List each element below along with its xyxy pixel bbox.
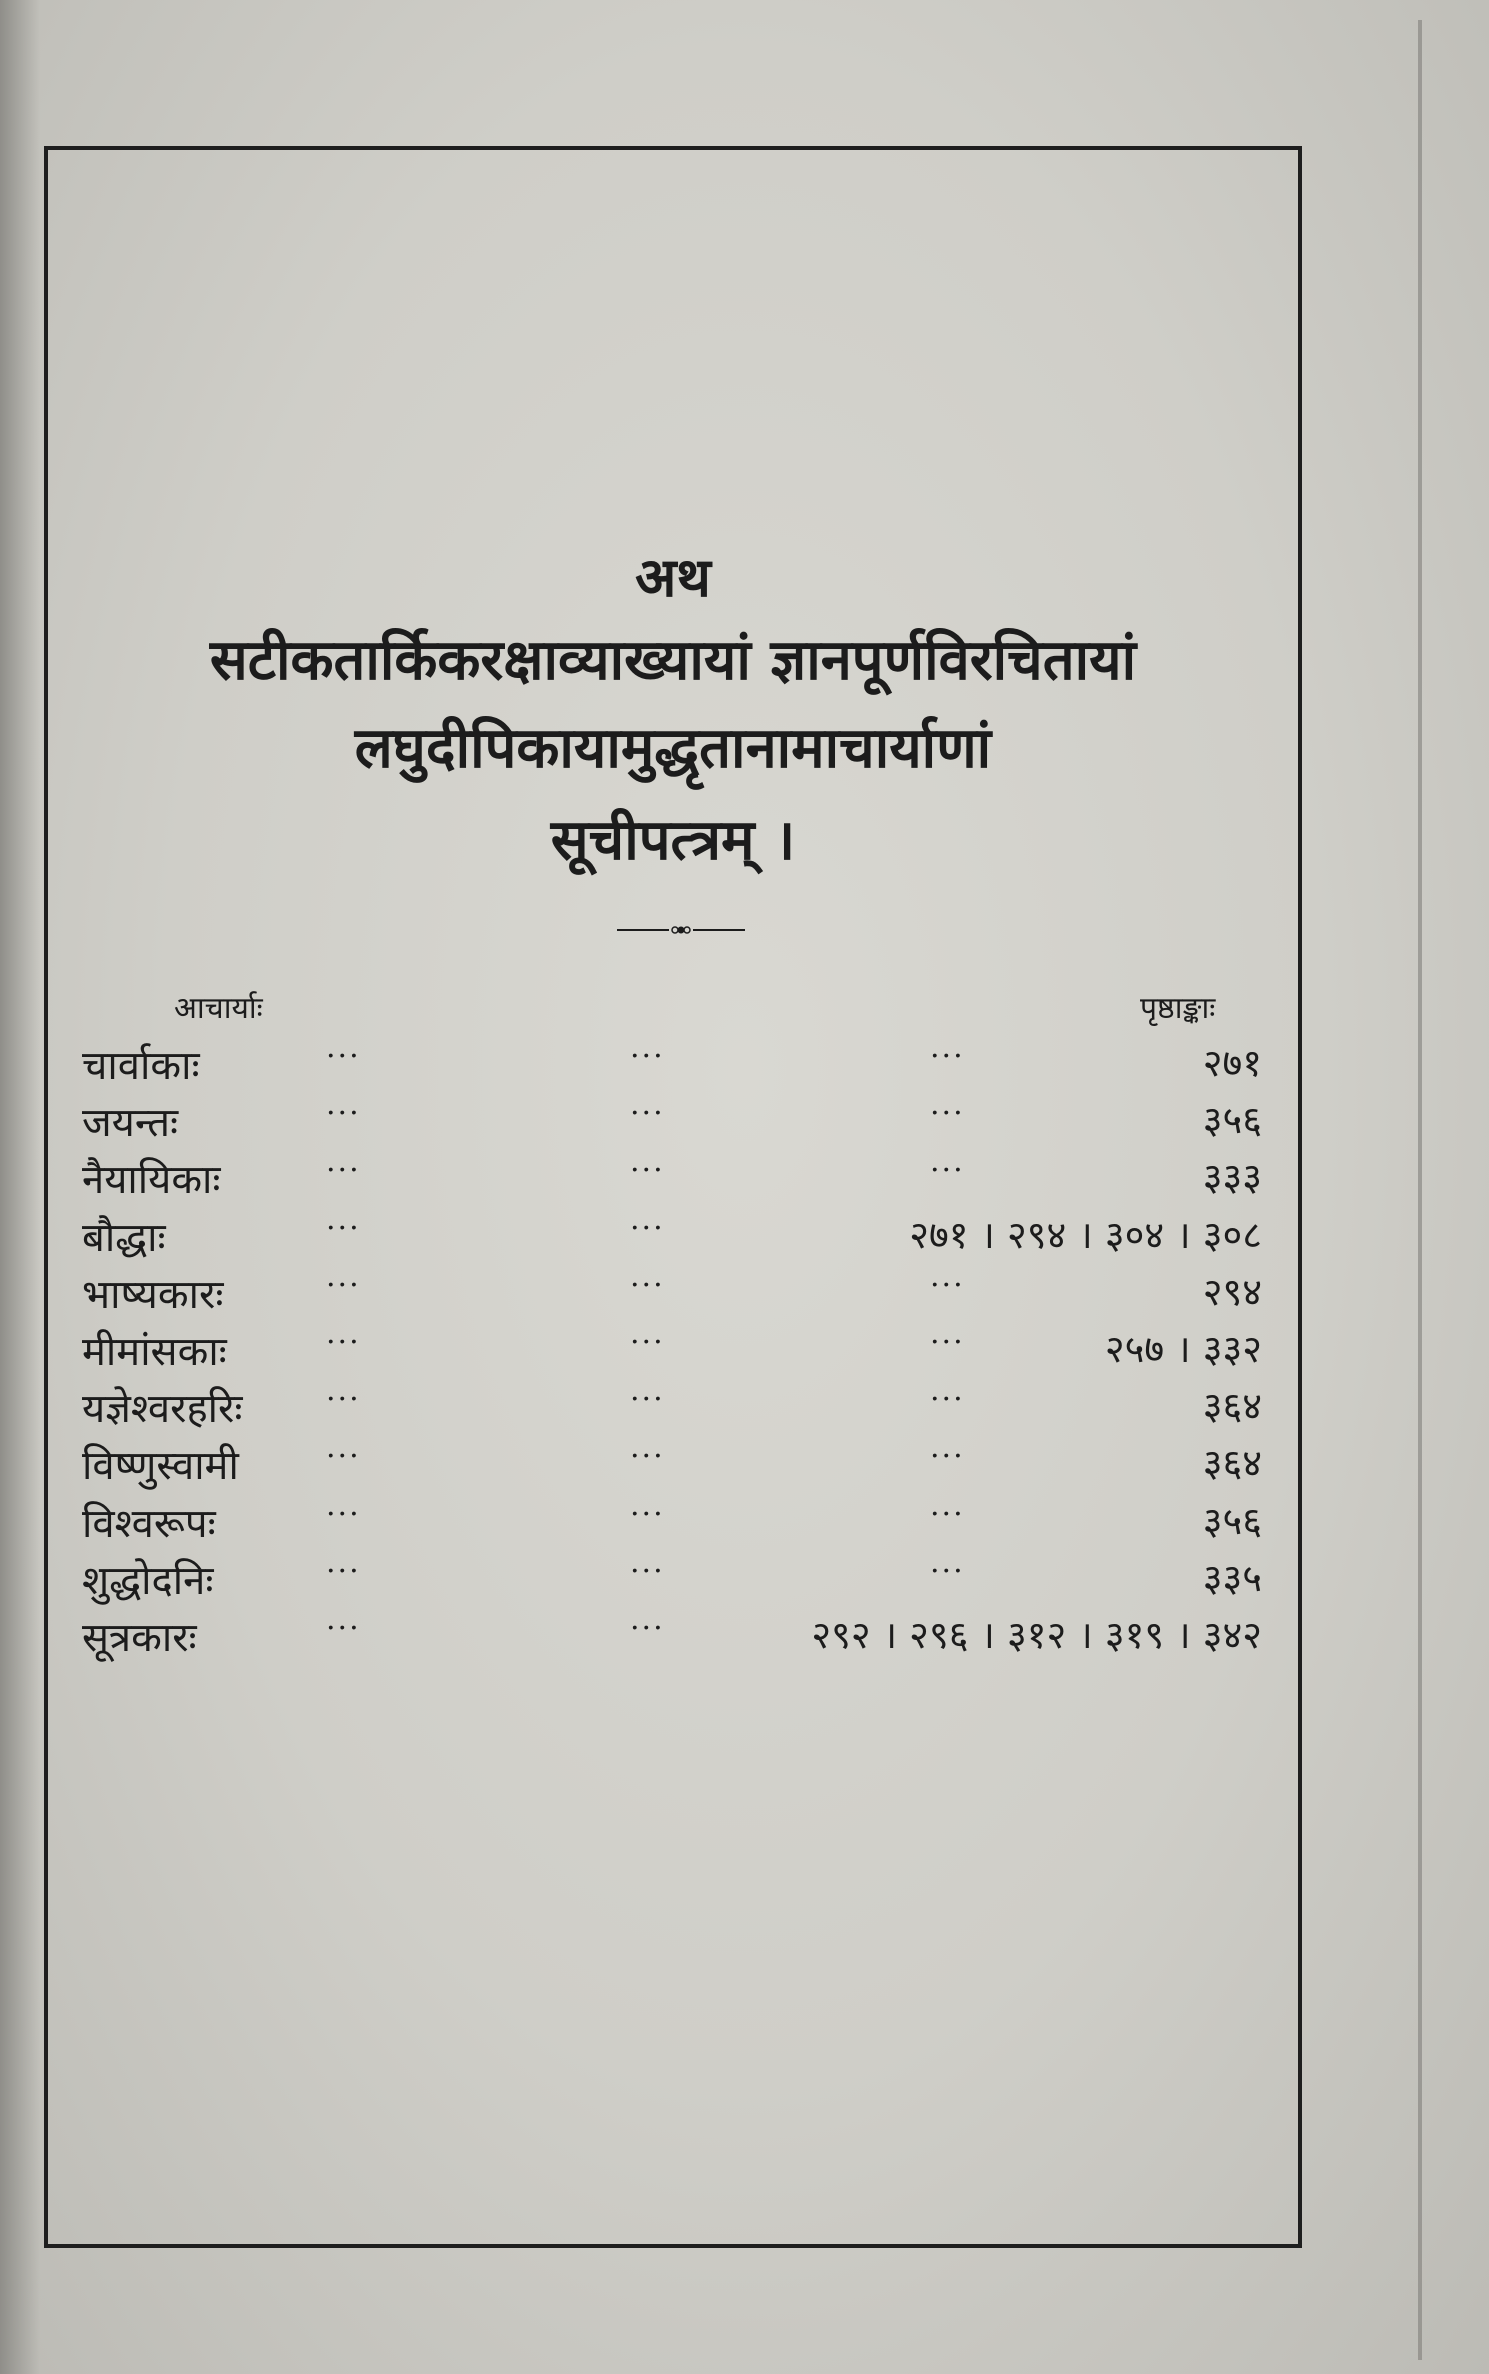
index-row (82, 1030, 1262, 1087)
page-numbers: ३३५ (1202, 1555, 1262, 1600)
leader-dots: ... (630, 1601, 665, 1637)
leader-dots: ... (326, 1487, 361, 1523)
leader-dots: ... (630, 1087, 665, 1123)
ornament-divider-icon (617, 924, 745, 936)
leader-dots: ... (630, 1430, 665, 1466)
leader-dots: ... (326, 1601, 361, 1637)
page-edge (1418, 20, 1422, 2360)
leader-dots: ... (930, 1144, 965, 1180)
heading-line-3: लघुदीपिकायामुद्धृतानामाचार्याणां (354, 715, 992, 781)
acharya-name: बौद्धाः (82, 1214, 166, 1261)
leader-dots: ... (326, 1373, 361, 1409)
leader-dots: ... (326, 1030, 361, 1065)
index-list (82, 1030, 1262, 1659)
index-row (82, 1373, 1262, 1433)
column-header-prishthankah: पृष्ठाङ्काः (1140, 991, 1216, 1026)
leader-dots: ... (326, 1258, 361, 1294)
index-row (82, 1430, 1262, 1490)
index-row (82, 1087, 1262, 1147)
index-row (82, 1488, 1262, 1545)
page-numbers: २९२ । २९६ । ३१२ । ३१९ । ३४२ (811, 1612, 1262, 1657)
acharya-name: नैयायिकाः (82, 1157, 221, 1204)
page-numbers: २९४ (1202, 1269, 1262, 1314)
leader-dots: ... (930, 1544, 965, 1580)
index-row (82, 1545, 1262, 1602)
acharya-name: चार्वाकाः (82, 1043, 200, 1089)
heading-suchipatram: सूचीपत्त्रम् । (550, 807, 796, 873)
leader-dots: ... (326, 1087, 361, 1123)
acharya-name: यज्ञेश्वरहरिः (82, 1386, 243, 1433)
page-numbers: २५७ । ३३२ (1104, 1326, 1262, 1371)
leader-dots: ... (326, 1544, 361, 1580)
leader-dots: ... (326, 1144, 361, 1180)
page-numbers: २७१ (1202, 1041, 1262, 1085)
acharya-name: भाष्यकारः (82, 1271, 224, 1318)
leader-dots: ... (630, 1144, 665, 1180)
acharya-name: जयन्तः (82, 1100, 179, 1147)
page-numbers: ३५६ (1202, 1098, 1262, 1143)
column-header-acharyah: आचार्याः (174, 991, 263, 1026)
acharya-name: विष्णुस्वामी (82, 1443, 239, 1490)
leader-dots: ... (930, 1087, 965, 1123)
leader-dots: ... (630, 1258, 665, 1294)
leader-dots: ... (930, 1487, 965, 1523)
index-row (82, 1259, 1262, 1316)
acharya-name: सूत्रकारः (82, 1614, 197, 1661)
acharya-name: मीमांसकाः (82, 1328, 227, 1375)
acharya-name: विश्वरूपः (82, 1500, 216, 1547)
leader-dots: ... (326, 1315, 361, 1351)
leader-dots: ... (326, 1430, 361, 1466)
leader-dots: ... (630, 1487, 665, 1523)
leader-dots: ... (930, 1430, 965, 1466)
page-numbers: ३३३ (1202, 1155, 1262, 1200)
page-numbers: २७१ । २९४ । ३०४ । ३०८ (909, 1212, 1262, 1257)
index-row (82, 1202, 1262, 1259)
heading-line-2: सटीकतार्किकरक्षाव्याख्यायां ज्ञानपूर्णविरचितायां (209, 627, 1137, 693)
leader-dots: ... (630, 1373, 665, 1409)
page-numbers: ३५६ (1202, 1498, 1262, 1543)
page-numbers: ३६४ (1202, 1441, 1262, 1486)
acharya-name: शुद्धोदनिः (82, 1557, 214, 1604)
leader-dots: ... (930, 1373, 965, 1409)
heading-atha: अथ (635, 545, 711, 609)
leader-dots: ... (326, 1201, 361, 1237)
index-row (82, 1316, 1262, 1373)
leader-dots: ... (630, 1030, 665, 1065)
leader-dots: ... (930, 1258, 965, 1294)
leader-dots: ... (630, 1201, 665, 1237)
leader-dots: ... (630, 1544, 665, 1580)
leader-dots: ... (630, 1315, 665, 1351)
binding-shadow (0, 0, 40, 2374)
leader-dots: ... (930, 1030, 965, 1065)
index-row (82, 1144, 1262, 1204)
leader-dots: ... (930, 1315, 965, 1351)
page-numbers: ३६४ (1202, 1384, 1262, 1429)
index-row (82, 1602, 1262, 1659)
